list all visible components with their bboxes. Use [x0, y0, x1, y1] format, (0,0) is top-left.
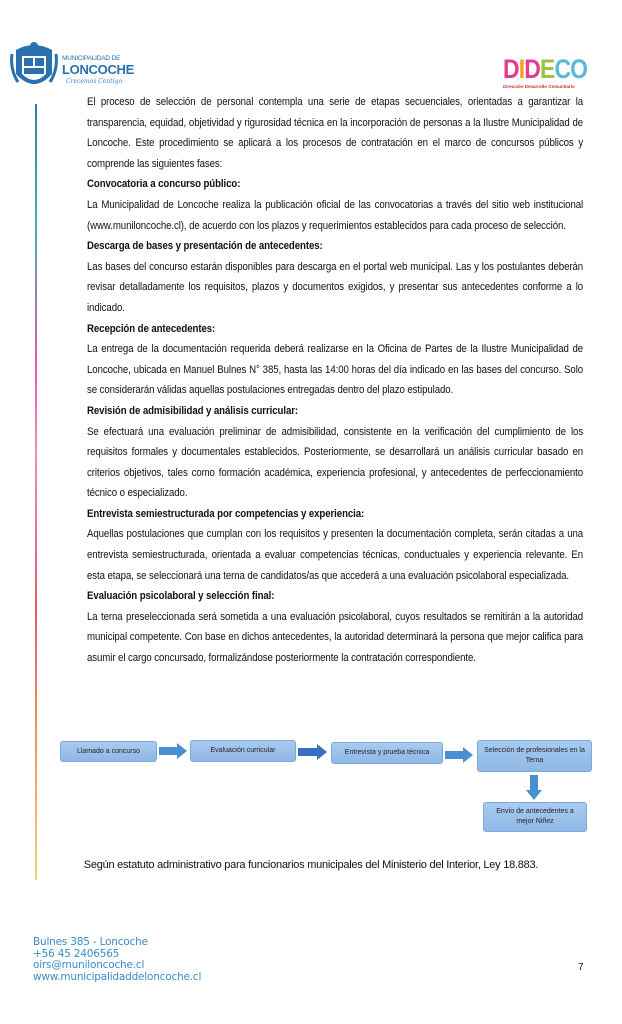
dideco-subtitle: Dirección Desarrollo Comunitario	[503, 84, 575, 89]
dideco-letter: I	[518, 54, 525, 84]
arrow-right-icon	[298, 744, 327, 760]
arrow-right-icon	[159, 743, 187, 759]
flow-step-interview: Entrevista y prueba técnica	[331, 742, 443, 764]
dideco-letter: D	[524, 54, 540, 84]
footer-contact	[33, 937, 201, 983]
section-heading: Evaluación psicolaboral y selección final:	[87, 590, 275, 603]
footer-email[interactable]: oirs@muniloncoche.cl	[33, 959, 145, 971]
dideco-letter: O	[570, 54, 588, 84]
document-body	[87, 92, 583, 669]
slogan: Crecemos Contigo	[66, 78, 123, 85]
page-number: 7	[578, 962, 584, 973]
dideco-letter: D	[503, 54, 519, 84]
section-text: Se efectuará una evaluación preliminar de admisibilidad, consistente en la verificación del cumplimiento de los requisitos formales y documentales establecidos. Posteriormente, se desarrollará un análisis curricular basado en criterios objetivos, tales como formación académica, experiencia profesional, y antecedentes de perfeccionamiento técnico o especializado.	[87, 425, 584, 500]
flow-step-selection: Selección de profesionales en la Terna	[477, 740, 592, 772]
flow-step-curricular: Evaluación curricular	[190, 740, 296, 762]
flow-step-call: Llamado a concurso	[60, 741, 157, 762]
footer-website[interactable]: www.municipalidaddeloncoche.cl	[33, 970, 202, 983]
section-text: La entrega de la documentación requerida deberá realizarse en la Oficina de Partes de la Ilustre Municipalidad de Loncoche, ubicada en Manuel Bulnes N° 385, hasta las 14:00 horas del día indicado en las bases del concurso. Solo se considerarán válidas aquellas postulaciones entregadas dentro del plazo estipulado.	[87, 343, 584, 397]
dideco-logo	[503, 55, 595, 89]
section-text: Aquellas postulaciones que cumplan con los requisitos y presenten la documentación completa, serán citadas a una entrevista semiestructurada, orientada a evaluar competencias técnicas, conductuales y experiencia relevante. En esta etapa, se seleccionará una terna de candidatos/as que accederá a una evaluación psicolaboral especializada.	[87, 528, 584, 582]
section-heading: Recepción de antecedentes:	[87, 322, 216, 335]
section-heading: Descarga de bases y presentación de antecedentes:	[87, 240, 323, 253]
arrow-right-icon	[445, 747, 473, 763]
footer-phone: +56 45 2406565	[33, 947, 120, 960]
section-text: La terna preseleccionada será sometida a una evaluación psicolaboral, cuyos resultados se remitirán a la autoridad municipal competente. Con base en dichos antecedentes, la autoridad determinará la persona que mejor califica para asumir el cargo concursado, formalizándose posteriormente la contratación correspondiente.	[87, 610, 584, 665]
section-heading: Convocatoria a concurso público:	[87, 178, 241, 191]
legal-note: Según estatuto administrativo para funcionarios municipales del Ministerio del Interior, Ley 18.883.	[83, 859, 539, 871]
intro-paragraph: El proceso de selección de personal contempla una serie de etapas secuenciales, orientadas a garantizar la transparencia, equidad, objetividad y rigurosidad técnica en la incorporación de personas a la Ilustre Municipalidad de Loncoche. Este procedimiento se aplicará a los procesos de contratación en el marco de concursos públicos y comprende las siguientes fases:	[87, 96, 584, 170]
section-heading: Entrevista semiestructurada por competencias y experiencia:	[87, 507, 365, 520]
flow-step-send: Envío de antecedentes a mejor Niñez	[483, 802, 587, 832]
section-text: Las bases del concurso estarán disponibles para descarga en el portal web municipal. Las y los postulantes deberán revisar detalladamente los requisitos, plazos y documentos exigidos, y presentar sus antecedentes conforme a lo indicado.	[87, 260, 584, 314]
dideco-wordmark	[503, 54, 588, 84]
municipality-name: LONCOCHE	[62, 62, 134, 77]
decorative-gradient-line	[35, 104, 37, 880]
arrow-down-icon	[526, 775, 542, 800]
municipality-logo	[10, 40, 134, 95]
crest-icon	[10, 40, 58, 94]
section-text: La Municipalidad de Loncoche realiza la publicación oficial de las convocatorias a través del sitio web institucional (www.muniloncoche.cl), de acuerdo con los plazos y requerimientos establecidos para cada proceso de selección.	[87, 198, 584, 232]
dideco-letter: E	[539, 54, 555, 84]
dideco-letter: C	[554, 54, 571, 84]
footer-address: Bulnes 385 - Loncoche	[33, 936, 148, 948]
section-heading: Revisión de admisibilidad y análisis curricular:	[87, 404, 299, 417]
municipality-label: MUNICIPALIDAD DE	[62, 55, 121, 62]
